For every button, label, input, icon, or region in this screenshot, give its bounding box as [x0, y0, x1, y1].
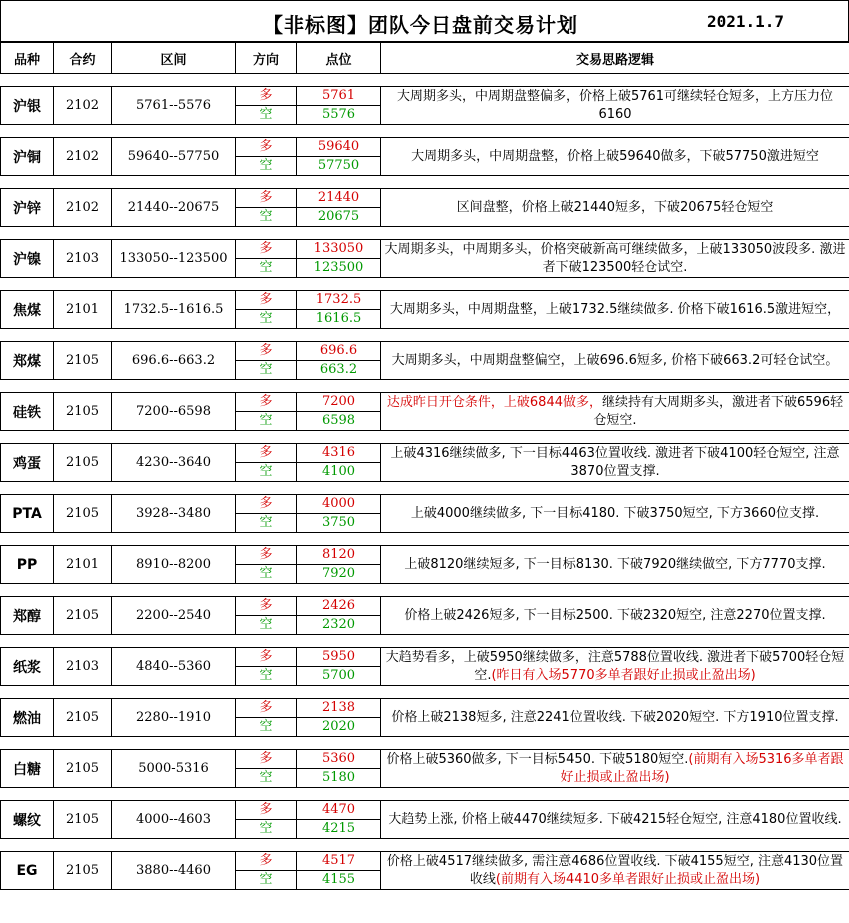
short-point: 4155 [297, 871, 381, 890]
row-spacer [1, 737, 849, 750]
short-point: 123500 [297, 259, 381, 278]
row-spacer [1, 227, 849, 240]
variety-cell: 郑煤 [1, 342, 54, 380]
range-cell: 4840--5360 [112, 648, 236, 686]
table-body [1, 74, 849, 890]
logic-cell [381, 444, 849, 482]
short-point: 1616.5 [297, 310, 381, 329]
long-point: 59640 [297, 138, 381, 157]
contract-cell: 2102 [54, 138, 112, 176]
range-cell: 4000--4603 [112, 801, 236, 839]
long-point: 4470 [297, 801, 381, 820]
table-row [1, 444, 849, 463]
contract-cell: 2105 [54, 342, 112, 380]
table-row [1, 852, 849, 871]
header-variety: 品种 [1, 43, 54, 74]
short-point: 2020 [297, 718, 381, 737]
short-point: 5180 [297, 769, 381, 788]
long-point: 1732.5 [297, 291, 381, 310]
logic-text: 价格上破4517继续做多, 需注意4686位置收线. 下破4155短空, 注意4130位置收线 [386, 853, 844, 887]
range-cell: 2200--2540 [112, 597, 236, 635]
direction-long: 多 [236, 597, 297, 616]
table-header-row [1, 43, 849, 74]
row-spacer [1, 380, 849, 393]
long-point: 5360 [297, 750, 381, 769]
table-row [1, 87, 849, 106]
direction-long: 多 [236, 852, 297, 871]
row-spacer [1, 329, 849, 342]
logic-text: 价格上破5360做多, 下一目标5450. 下破5180短空. [386, 751, 689, 767]
contract-cell: 2105 [54, 801, 112, 839]
long-point: 4517 [297, 852, 381, 871]
contract-cell: 2105 [54, 597, 112, 635]
logic-text: 大趋势上涨, 价格上破4470继续短多. 下破4215轻仓短空, 注意4180位置收线. [388, 811, 842, 827]
variety-cell: 鸡蛋 [1, 444, 54, 482]
short-point: 4100 [297, 463, 381, 482]
contract-cell: 2101 [54, 291, 112, 329]
logic-cell [381, 240, 849, 278]
row-spacer [1, 74, 849, 87]
direction-short: 空 [236, 157, 297, 176]
long-point: 8120 [297, 546, 381, 565]
long-point: 4000 [297, 495, 381, 514]
direction-short: 空 [236, 259, 297, 278]
contract-cell: 2105 [54, 444, 112, 482]
variety-cell: 沪锌 [1, 189, 54, 227]
spacer-cell [1, 278, 849, 291]
title-bar [0, 0, 849, 42]
variety-cell: 沪铜 [1, 138, 54, 176]
table-row [1, 495, 849, 514]
logic-cell [381, 597, 849, 635]
logic-text: 大周期多头，中周期盘整，价格上破59640做多，下破57750激进短空 [411, 148, 819, 164]
logic-text: 区间盘整，价格上破21440短多，下破20675轻仓短空 [456, 199, 774, 215]
contract-cell: 2105 [54, 495, 112, 533]
range-cell: 696.6--663.2 [112, 342, 236, 380]
short-point: 3750 [297, 514, 381, 533]
direction-short: 空 [236, 871, 297, 890]
range-cell: 4230--3640 [112, 444, 236, 482]
spacer-cell [1, 125, 849, 138]
spacer-cell [1, 74, 849, 87]
logic-text: 大周期多头，中周期盘整偏多，价格上破5761可继续轻仓短多，上方压力位6160 [396, 88, 834, 122]
logic-cell [381, 138, 849, 176]
spacer-cell [1, 482, 849, 495]
long-point: 21440 [297, 189, 381, 208]
variety-cell: 燃油 [1, 699, 54, 737]
range-cell: 7200--6598 [112, 393, 236, 431]
logic-text: 大周期多头，中周期盘整，上破1732.5继续做多. 价格下破1616.5激进短空， [389, 301, 841, 317]
logic-text: 上破4316继续做多, 下一目标4463位置收线. 激进者下破4100轻仓短空, 注意3870位置支撑. [390, 445, 840, 479]
spacer-cell [1, 533, 849, 546]
logic-text: 上破8120继续短多, 下一目标8130. 下破7920继续做空, 下方7770支撑. [404, 556, 826, 572]
spacer-cell [1, 431, 849, 444]
logic-text: 大趋势看多，上破5950继续做多，注意5788位置收线. 激进者下破5700轻仓短空. [385, 649, 845, 683]
table-row [1, 189, 849, 208]
range-cell: 2280--1910 [112, 699, 236, 737]
direction-short: 空 [236, 463, 297, 482]
direction-long: 多 [236, 138, 297, 157]
direction-short: 空 [236, 718, 297, 737]
spacer-cell [1, 380, 849, 393]
contract-cell: 2105 [54, 699, 112, 737]
short-point: 6598 [297, 412, 381, 431]
direction-long: 多 [236, 240, 297, 259]
row-spacer [1, 839, 849, 852]
table-row [1, 138, 849, 157]
logic-cell [381, 189, 849, 227]
contract-cell: 2101 [54, 546, 112, 584]
long-point: 2426 [297, 597, 381, 616]
direction-short: 空 [236, 769, 297, 788]
long-point: 133050 [297, 240, 381, 259]
logic-cell [381, 852, 849, 890]
page-title: 【非标图】团队今日盘前交易计划 [263, 13, 578, 37]
long-point: 696.6 [297, 342, 381, 361]
range-cell: 3880--4460 [112, 852, 236, 890]
row-spacer [1, 788, 849, 801]
spacer-cell [1, 176, 849, 189]
variety-cell: PP [1, 546, 54, 584]
spacer-cell [1, 329, 849, 342]
contract-cell: 2105 [54, 852, 112, 890]
contract-cell: 2103 [54, 648, 112, 686]
logic-cell [381, 648, 849, 686]
variety-cell: 焦煤 [1, 291, 54, 329]
spacer-cell [1, 584, 849, 597]
logic-cell [381, 801, 849, 839]
short-point: 57750 [297, 157, 381, 176]
logic-text: 上破4000继续做多, 下一目标4180. 下破3750短空, 下方3660位支撑. [410, 505, 820, 521]
direction-short: 空 [236, 310, 297, 329]
table-row [1, 393, 849, 412]
range-cell: 5000-5316 [112, 750, 236, 788]
logic-pre-note: 达成昨日开仓条件，上破6844做多， [386, 394, 602, 410]
logic-cell [381, 699, 849, 737]
direction-short: 空 [236, 412, 297, 431]
spacer-cell [1, 839, 849, 852]
direction-long: 多 [236, 342, 297, 361]
variety-cell: PTA [1, 495, 54, 533]
row-spacer [1, 686, 849, 699]
direction-short: 空 [236, 565, 297, 584]
long-point: 4316 [297, 444, 381, 463]
logic-post-note: (前期有入场4410多单者跟好止损或止盈出场) [495, 871, 761, 887]
direction-short: 空 [236, 616, 297, 635]
variety-cell: 沪银 [1, 87, 54, 125]
short-point: 2320 [297, 616, 381, 635]
trading-plan-table [0, 42, 849, 890]
direction-long: 多 [236, 189, 297, 208]
logic-post-note: (昨日有入场5770多单者跟好止损或止盈出场) [491, 667, 756, 683]
header-logic: 交易思路逻辑 [381, 43, 849, 74]
table-row [1, 546, 849, 565]
row-spacer [1, 431, 849, 444]
direction-short: 空 [236, 361, 297, 380]
logic-cell [381, 342, 849, 380]
long-point: 5761 [297, 87, 381, 106]
spacer-cell [1, 737, 849, 750]
table-row [1, 240, 849, 259]
short-point: 5576 [297, 106, 381, 125]
spacer-cell [1, 686, 849, 699]
contract-cell: 2105 [54, 393, 112, 431]
table-row [1, 291, 849, 310]
direction-short: 空 [236, 514, 297, 533]
logic-text: 大周期多头，中周期多头，价格突破新高可继续做多，上破133050波段多. 激进者下破123500轻仓试空. [384, 241, 846, 275]
spacer-cell [1, 227, 849, 240]
range-cell: 21440--20675 [112, 189, 236, 227]
direction-long: 多 [236, 87, 297, 106]
table-row [1, 801, 849, 820]
direction-long: 多 [236, 750, 297, 769]
logic-cell [381, 495, 849, 533]
contract-cell: 2103 [54, 240, 112, 278]
long-point: 5950 [297, 648, 381, 667]
direction-long: 多 [236, 699, 297, 718]
short-point: 663.2 [297, 361, 381, 380]
direction-short: 空 [236, 667, 297, 686]
table-row [1, 597, 849, 616]
variety-cell: 白糖 [1, 750, 54, 788]
logic-text: 大周期多头，中周期盘整偏空，上破696.6短多, 价格下破663.2可轻仓试空。 [391, 352, 839, 368]
range-cell: 59640--57750 [112, 138, 236, 176]
contract-cell: 2102 [54, 189, 112, 227]
short-point: 4215 [297, 820, 381, 839]
variety-cell: 螺纹 [1, 801, 54, 839]
variety-cell: 硅铁 [1, 393, 54, 431]
table-row [1, 699, 849, 718]
direction-long: 多 [236, 546, 297, 565]
logic-text: 价格上破2138短多, 注意2241位置收线. 下破2020短空. 下方1910位置支撑. [391, 709, 839, 725]
logic-text: 价格上破2426短多, 下一目标2500. 下破2320短空, 注意2270位置支撑. [404, 607, 826, 623]
variety-cell: 郑醇 [1, 597, 54, 635]
range-cell: 1732.5--1616.5 [112, 291, 236, 329]
row-spacer [1, 278, 849, 291]
short-point: 5700 [297, 667, 381, 686]
direction-long: 多 [236, 801, 297, 820]
logic-cell [381, 87, 849, 125]
row-spacer [1, 125, 849, 138]
direction-long: 多 [236, 444, 297, 463]
header-point: 点位 [297, 43, 381, 74]
row-spacer [1, 482, 849, 495]
direction-long: 多 [236, 291, 297, 310]
header-direction: 方向 [236, 43, 297, 74]
range-cell: 133050--123500 [112, 240, 236, 278]
direction-short: 空 [236, 106, 297, 125]
contract-cell: 2102 [54, 87, 112, 125]
logic-cell [381, 291, 849, 329]
table-row [1, 648, 849, 667]
short-point: 7920 [297, 565, 381, 584]
header-contract: 合约 [54, 43, 112, 74]
direction-short: 空 [236, 208, 297, 227]
direction-long: 多 [236, 495, 297, 514]
logic-post-note: (前期有入场5316多单者跟好止损或止盈出场) [560, 751, 844, 785]
logic-cell [381, 750, 849, 788]
logic-cell [381, 393, 849, 431]
short-point: 20675 [297, 208, 381, 227]
row-spacer [1, 533, 849, 546]
long-point: 7200 [297, 393, 381, 412]
table-row [1, 750, 849, 769]
range-cell: 3928--3480 [112, 495, 236, 533]
table-row [1, 342, 849, 361]
variety-cell: 纸浆 [1, 648, 54, 686]
row-spacer [1, 176, 849, 189]
spacer-cell [1, 788, 849, 801]
variety-cell: 沪镍 [1, 240, 54, 278]
logic-cell [381, 546, 849, 584]
row-spacer [1, 584, 849, 597]
range-cell: 8910--8200 [112, 546, 236, 584]
direction-short: 空 [236, 820, 297, 839]
logic-text: 继续持有大周期多头，激进者下破6596轻仓短空. [593, 394, 844, 428]
row-spacer [1, 635, 849, 648]
spacer-cell [1, 635, 849, 648]
header-range: 区间 [112, 43, 236, 74]
range-cell: 5761--5576 [112, 87, 236, 125]
direction-long: 多 [236, 648, 297, 667]
plan-date: 2021.1.7 [707, 12, 785, 31]
long-point: 2138 [297, 699, 381, 718]
variety-cell: EG [1, 852, 54, 890]
contract-cell: 2105 [54, 750, 112, 788]
direction-long: 多 [236, 393, 297, 412]
